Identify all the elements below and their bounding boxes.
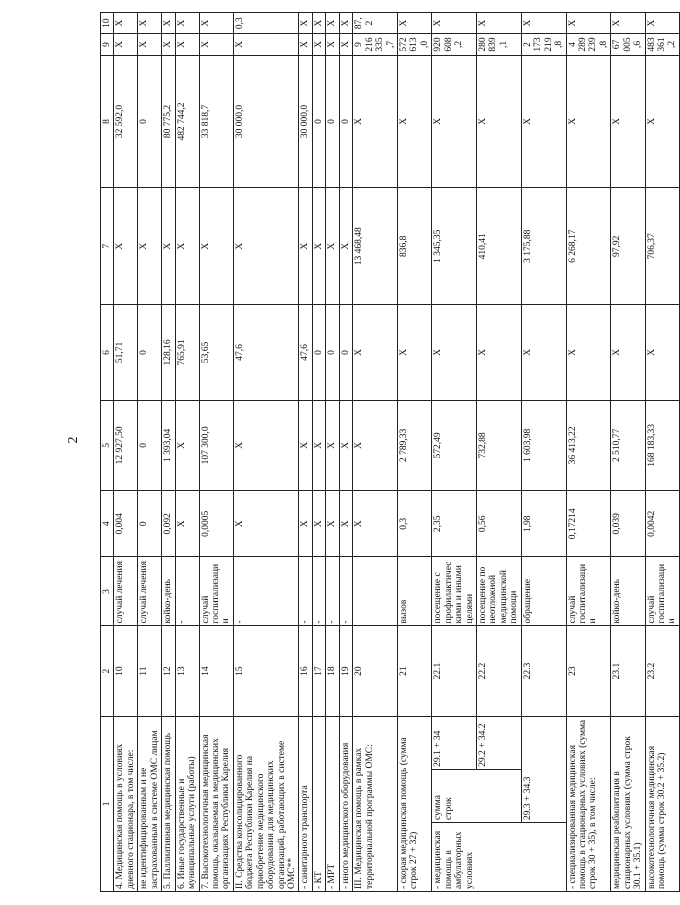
unit: - (312, 557, 325, 626)
value-8: 0 (326, 55, 339, 188)
value-6: Х (353, 305, 398, 401)
value-6: 128,16 (162, 305, 175, 401)
row-name: 5. Паллиативная медицинская помощь (162, 716, 175, 891)
line-number: 15 (233, 626, 299, 716)
value-6: Х (432, 305, 477, 401)
value-8: 0 (138, 55, 162, 188)
line-number: 21 (397, 626, 431, 716)
line-number: 20 (353, 626, 398, 716)
value-8: Х (611, 55, 645, 188)
value-6: Х (397, 305, 431, 401)
line-number: 17 (312, 626, 325, 716)
value-8: Х (521, 55, 566, 188)
unit: вызов (397, 557, 431, 626)
value-7: Х (233, 188, 299, 305)
value-4: 0,3 (397, 491, 431, 557)
row-name: - КТ (312, 716, 325, 891)
table-row (233, 13, 299, 892)
value-9: Х (233, 34, 299, 55)
sum-expr: 29.2 + 34.2 (477, 716, 522, 769)
rotated-table-viewport (100, 12, 678, 892)
column-number-4: 4 (101, 491, 114, 557)
unit: - (326, 557, 339, 626)
value-8: Х (432, 55, 477, 188)
value-5: 107 300,0 (199, 400, 233, 490)
value-6: 47,6 (299, 305, 312, 401)
value-7: 97,92 (611, 188, 645, 305)
unit: койко-день (611, 557, 645, 626)
value-6: 0 (339, 305, 352, 401)
value-4: 2,35 (432, 491, 477, 557)
row-name: высокотехнологичная медицинская помощь (сумма строк 30.2 + 35.2) (645, 716, 679, 891)
line-number: 22.3 (521, 626, 566, 716)
column-number-7: 7 (101, 188, 114, 305)
value-4: 1,98 (521, 491, 566, 557)
value-4: 0,039 (611, 491, 645, 557)
value-5: Х (326, 400, 339, 490)
row-name: - иного медицинского оборудования (339, 716, 352, 891)
value-7: Х (339, 188, 352, 305)
value-10: Х (138, 13, 162, 34)
column-number-5: 5 (101, 400, 114, 490)
table-row (138, 13, 162, 892)
value-4: Х (312, 491, 325, 557)
value-7: Х (312, 188, 325, 305)
row-name: III. Медицинская помощь в рамках территориальной программы ОМС: (353, 716, 398, 891)
value-6: 765,91 (175, 305, 199, 401)
value-5: 2 789,33 (397, 400, 431, 490)
value-5: Х (233, 400, 299, 490)
value-9: 280 839,1 (477, 34, 522, 55)
unit: - (299, 557, 312, 626)
sum-expr: 29.3 + 34.3 (521, 716, 566, 822)
line-number: 23 (566, 626, 611, 716)
row-name: II. Средства консолидированного бюджета Республики Карелия на приобретение медицинского оборудования для медицинских организаций, работающих в системе ОМС** (233, 716, 299, 891)
value-6: Х (521, 305, 566, 401)
value-8: Х (566, 55, 611, 188)
line-number: 16 (299, 626, 312, 716)
value-7: 6 268,17 (566, 188, 611, 305)
value-4: 0,56 (477, 491, 522, 557)
value-9: Х (312, 34, 325, 55)
value-10: Х (339, 13, 352, 34)
unit: случай лечения (138, 557, 162, 626)
value-9: Х (199, 34, 233, 55)
value-10: Х (397, 13, 431, 34)
value-4: 0,17214 (566, 491, 611, 557)
value-7: Х (138, 188, 162, 305)
unit: случай госпитализации (566, 557, 611, 626)
row-name: медицинская реабилитация в стационарных условиях (сумма строк 30.1 + 35.1) (611, 716, 645, 891)
table-row (611, 13, 645, 892)
value-4: 0,092 (162, 491, 175, 557)
value-4: 0,0005 (199, 491, 233, 557)
value-9: Х (299, 34, 312, 55)
value-5: 168 183,33 (645, 400, 679, 490)
value-6: 0 (312, 305, 325, 401)
value-7: 706,37 (645, 188, 679, 305)
value-8: 30 000,0 (233, 55, 299, 188)
row-name: - санитарного транспорта (299, 716, 312, 891)
table-row-amb (521, 13, 566, 892)
column-number-9: 9 (101, 34, 114, 55)
table-row (162, 13, 175, 892)
table-row (299, 13, 312, 892)
value-10: Х (312, 13, 325, 34)
value-6: Х (645, 305, 679, 401)
value-9: Х (162, 34, 175, 55)
row-name: 4. Медицинская помощь в условиях дневного стационара, в том числе: (114, 716, 138, 891)
column-number-row (101, 13, 114, 892)
unit: - (339, 557, 352, 626)
value-8: 30 000,0 (299, 55, 312, 188)
value-7: Х (299, 188, 312, 305)
line-number: 12 (162, 626, 175, 716)
line-number: 14 (199, 626, 233, 716)
line-number: 13 (175, 626, 199, 716)
sum-expr: 29.1 + 34 (432, 716, 477, 769)
value-4: 0 (138, 491, 162, 557)
unit: посещение по неотложной медицинской помощи (477, 557, 522, 626)
value-10: Х (162, 13, 175, 34)
table-row (645, 13, 679, 892)
table-row-amb (477, 13, 522, 892)
value-9: Х (138, 34, 162, 55)
value-10: Х (521, 13, 566, 34)
value-7: Х (199, 188, 233, 305)
value-5: 1 603,98 (521, 400, 566, 490)
value-10: 0,3 (233, 13, 299, 34)
value-5: 2 510,77 (611, 400, 645, 490)
value-8: 0 (312, 55, 325, 188)
value-4: Х (233, 491, 299, 557)
value-10: Х (114, 13, 138, 34)
row-name: - скорая медицинская помощь (сумма строк 27 + 32) (397, 716, 431, 891)
value-9: Х (339, 34, 352, 55)
value-10: 87,2 (353, 13, 398, 34)
value-9: 9 216 335,7 (353, 34, 398, 55)
value-6: 51,71 (114, 305, 138, 401)
value-4: 0,0042 (645, 491, 679, 557)
table-row (175, 13, 199, 892)
unit: случай госпитализации (645, 557, 679, 626)
column-number-3: 3 (101, 557, 114, 626)
unit: обращение (521, 557, 566, 626)
value-4: Х (339, 491, 352, 557)
value-5: Х (353, 400, 398, 490)
value-9: Х (175, 34, 199, 55)
value-7: Х (175, 188, 199, 305)
row-name: - специализированная медицинская помощь в стационарных условиях (сумма строк 30 + 35), в том числе: (566, 716, 611, 891)
amb-label: - медицинская помощь в амбулаторных условиях (432, 822, 566, 891)
value-5: 732,88 (477, 400, 522, 490)
column-number-10: 10 (101, 13, 114, 34)
value-6: 0 (326, 305, 339, 401)
column-number-6: 6 (101, 305, 114, 401)
unit: - (175, 557, 199, 626)
value-9: 4 289 239,8 (566, 34, 611, 55)
value-8: Х (477, 55, 522, 188)
value-4: 0,004 (114, 491, 138, 557)
table-row (353, 13, 398, 892)
sum-label: сумма строк (432, 769, 522, 822)
value-7: Х (114, 188, 138, 305)
value-6: 0 (138, 305, 162, 401)
table-row (339, 13, 352, 892)
value-8: 32 592,0 (114, 55, 138, 188)
value-8: 482 744,2 (175, 55, 199, 188)
value-5: 0 (138, 400, 162, 490)
value-7: 3 175,88 (521, 188, 566, 305)
value-9: 920 608,2 (432, 34, 477, 55)
row-name: - МРТ (326, 716, 339, 891)
value-4: Х (353, 491, 398, 557)
row-name: 7. Высокотехнологичная медицинская помощь, оказываемая в медицинских организациях Республики Карелия (199, 716, 233, 891)
table-row (566, 13, 611, 892)
line-number: 10 (114, 626, 138, 716)
value-5: 1 393,04 (162, 400, 175, 490)
value-10: Х (299, 13, 312, 34)
unit: случай лечения (114, 557, 138, 626)
value-8: 80 775,2 (162, 55, 175, 188)
value-10: Х (175, 13, 199, 34)
value-6: 53,65 (199, 305, 233, 401)
value-6: Х (611, 305, 645, 401)
column-number-1: 1 (101, 716, 114, 891)
line-number: 19 (339, 626, 352, 716)
value-5: 36 413,22 (566, 400, 611, 490)
value-9: 483 361,2 (645, 34, 679, 55)
table-row (326, 13, 339, 892)
table-row-amb (432, 13, 477, 892)
value-5: Х (312, 400, 325, 490)
row-name: не идентифицированным и не застрахованным в системе ОМС лицам (138, 716, 162, 891)
value-10: Х (326, 13, 339, 34)
value-6: Х (566, 305, 611, 401)
value-9: 2 173 219,8 (521, 34, 566, 55)
line-number: 11 (138, 626, 162, 716)
unit: случай госпитализации (199, 557, 233, 626)
page-number: 2 (66, 436, 81, 444)
value-4: Х (175, 491, 199, 557)
table-row (199, 13, 233, 892)
value-7: 836,8 (397, 188, 431, 305)
value-5: Х (339, 400, 352, 490)
column-number-2: 2 (101, 626, 114, 716)
value-10: Х (645, 13, 679, 34)
value-5: 572,49 (432, 400, 477, 490)
table-row (114, 13, 138, 892)
value-10: Х (199, 13, 233, 34)
value-7: 13 468,48 (353, 188, 398, 305)
value-6: Х (477, 305, 522, 401)
value-10: Х (477, 13, 522, 34)
line-number: 23.1 (611, 626, 645, 716)
value-8: Х (397, 55, 431, 188)
value-7: 410,41 (477, 188, 522, 305)
value-8: 33 818,7 (199, 55, 233, 188)
value-9: Х (114, 34, 138, 55)
column-number-8: 8 (101, 55, 114, 188)
line-number: 18 (326, 626, 339, 716)
value-9: 67 005,6 (611, 34, 645, 55)
unit (353, 557, 398, 626)
line-number: 22.1 (432, 626, 477, 716)
value-9: 572 613,0 (397, 34, 431, 55)
value-6: 47,6 (233, 305, 299, 401)
value-5: Х (175, 400, 199, 490)
unit: койко-день (162, 557, 175, 626)
table-row (397, 13, 431, 892)
value-8: Х (645, 55, 679, 188)
value-8: Х (353, 55, 398, 188)
unit: посещение с профилактическими и иными целями (432, 557, 477, 626)
value-7: Х (326, 188, 339, 305)
value-10: Х (432, 13, 477, 34)
financing-table (100, 12, 680, 892)
value-10: Х (611, 13, 645, 34)
value-7: 1 345,35 (432, 188, 477, 305)
value-9: Х (326, 34, 339, 55)
unit: - (233, 557, 299, 626)
value-5: 12 927,50 (114, 400, 138, 490)
line-number: 22.2 (477, 626, 522, 716)
line-number: 23.2 (645, 626, 679, 716)
value-7: Х (162, 188, 175, 305)
value-5: Х (299, 400, 312, 490)
row-name: 6. Иные государственные и муниципальные услуги (работы) (175, 716, 199, 891)
value-4: Х (326, 491, 339, 557)
value-10: Х (566, 13, 611, 34)
value-4: Х (299, 491, 312, 557)
table-row (312, 13, 325, 892)
value-8: 0 (339, 55, 352, 188)
